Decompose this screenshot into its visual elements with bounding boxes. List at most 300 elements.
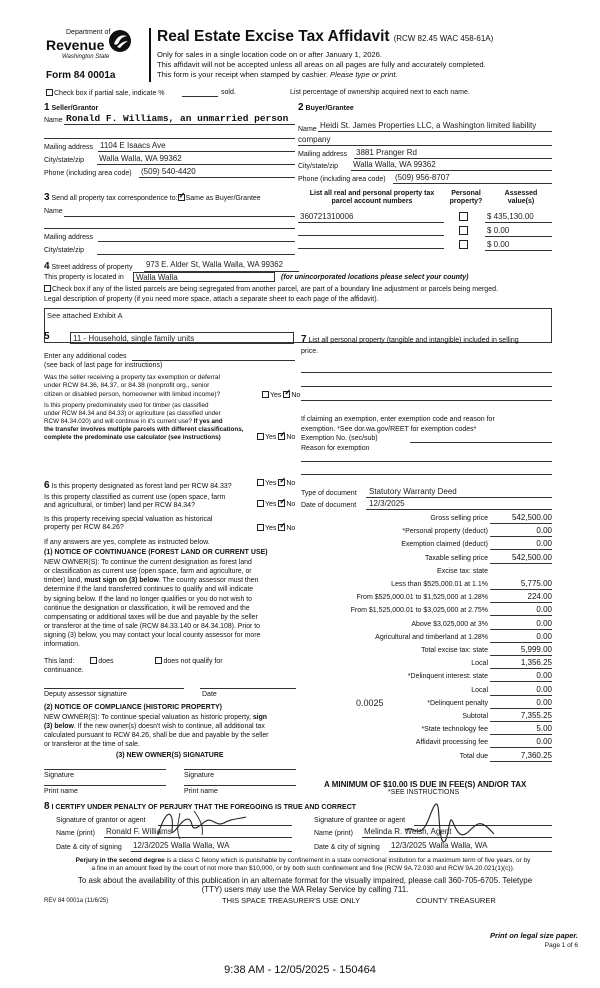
calc-value-9[interactable]: 0.00 [536, 631, 552, 641]
minimum-notice: A MINIMUM OF $10.00 IS DUE IN FEE(S) AND/OR TAX [324, 780, 527, 789]
calc-line-6 [490, 602, 552, 603]
calc-label-14: *Delinquent penalty [427, 699, 488, 707]
seller-mail-line [98, 151, 295, 152]
header-note2: This affidavit will not be accepted unless all areas on all pages are fully and accurately completed. [157, 60, 486, 69]
notice1-l5: by signing below. If the land no longer qualifies or you do not wish to [44, 595, 253, 603]
calc-value-14[interactable]: 0.00 [536, 697, 552, 707]
parcel-acct-line-1 [298, 222, 444, 223]
buyer-name2[interactable]: company [298, 135, 331, 144]
calc-line-9 [490, 642, 552, 643]
exemption-l4: Reason for exemption [301, 444, 370, 452]
partial-sale-label: Check box if partial sale, indicate % [54, 90, 165, 97]
use-code-select[interactable]: 11 - Household, single family units [70, 332, 294, 344]
doc-type[interactable]: Statutory Warranty Deed [369, 487, 457, 496]
s5-q1-answers [262, 391, 300, 400]
owner-sig-line-2[interactable] [184, 769, 296, 770]
deputy-sig-line[interactable] [44, 688, 184, 689]
calc-line-14 [490, 708, 552, 709]
grantee-name[interactable]: Melinda R. Welsh, Agent [364, 827, 452, 836]
s5-q2-bold3: complete the predominate use calculator (see instructions) [44, 434, 221, 441]
s3-row [44, 192, 261, 204]
s3-city-line[interactable] [97, 254, 295, 255]
parcel-value-line-1 [485, 222, 552, 223]
parcel-value-1[interactable]: $ 435,130.00 [487, 212, 534, 221]
partial-pct-field[interactable] [182, 96, 218, 97]
exemption-l2: exemption. *See dor.wa.gov/REET for exemption codes* [301, 425, 477, 433]
s5-q2-yes-checkbox[interactable] [257, 433, 264, 440]
calc-value-15[interactable]: 7,355.25 [520, 711, 552, 720]
calc-value-0[interactable]: 542,500.00 [511, 513, 552, 522]
segregated-row [44, 285, 498, 294]
notice1-l3b: must sign on (3) below [84, 577, 159, 585]
buyer-heading-text: Buyer/Grantee [305, 105, 354, 112]
s5-q2-yes: Yes [265, 434, 277, 441]
header-note3 [157, 71, 398, 80]
owner-print-line-2[interactable] [184, 785, 296, 786]
s6-q2-yes: Yes [265, 501, 277, 508]
calc-value-11[interactable]: 1,356.25 [520, 658, 552, 668]
s5-q2-answers [257, 433, 295, 442]
calc-line-3 [490, 563, 552, 564]
s5-q1-l1: Was the seller receiving a property tax exemption or deferral [44, 374, 221, 381]
buyer-num: 2 [298, 102, 304, 113]
see-instructions: *SEE INSTRUCTIONS [388, 789, 460, 796]
list-pct-note: List percentage of ownership acquired next to each name. [290, 89, 470, 96]
doc-date-line [366, 509, 552, 510]
s5-q1-l3: citizen or disabled person, homeowner with limited income)? [44, 390, 221, 398]
calc-value-6[interactable]: 224.00 [527, 592, 552, 602]
s6-q2-no: No [286, 501, 296, 508]
notice1-l8: or transferor at the time of sale (RCW 84.33.140 or 84.34.108). Prior to [44, 623, 261, 631]
perjury-bold: Perjury in the second degree [75, 857, 165, 864]
same-as-buyer-checkbox[interactable] [178, 194, 185, 201]
grantee-name-label: Name (print) [314, 830, 353, 837]
calc-line-1 [490, 536, 552, 537]
s7-label-text: List all personal property (tangible and intangible) included in selling [308, 337, 519, 344]
notice2-l3: calculated pursuant to RCW 84.26, shall be due and payable by the seller [44, 732, 269, 740]
notice1-l7: compensating or additional taxes will be due and payable by the seller [44, 613, 258, 621]
located-label: This property is located in [44, 274, 124, 281]
property-street[interactable]: 973 E. Alder St, Walla Walla, WA 99362 [146, 260, 283, 269]
s6-q1-yes-checkbox[interactable] [257, 479, 264, 486]
s5-q2-l1: Is this property predominately used for timber (as classified [44, 402, 209, 409]
legal-description: See attached Exhibit A [47, 311, 123, 320]
owner-print-label-1: Print name [44, 788, 78, 795]
exemption-no-line[interactable] [410, 442, 552, 443]
notice1-head: (1) NOTICE OF CONTINUANCE (FOREST LAND OR CURRENT USE) [44, 549, 268, 556]
enter-codes-label: Enter any additional codes [44, 353, 127, 360]
segregated-checkbox[interactable] [44, 285, 51, 292]
seller-mail[interactable]: 1104 E Isaacs Ave [100, 141, 166, 150]
s3-city-label: City/state/zip [44, 247, 85, 254]
calc-value-16[interactable]: 5.00 [536, 724, 552, 734]
notice1-l6: continue the designation or classification, it will be removed and the [44, 604, 250, 612]
s5-q1-yes: Yes [270, 392, 282, 399]
s5-q2-l2: under RCW 84.34 and 84.33) or agriculture (as classified under [44, 410, 221, 417]
parcel-value-line-3 [485, 250, 552, 251]
perjury-notice [26, 857, 580, 873]
doc-type-label: Type of document [301, 490, 357, 497]
buyer-phone-line [393, 183, 552, 184]
calc-label-15: Subtotal [462, 713, 488, 720]
s6-q2-no-checkbox[interactable] [278, 500, 285, 507]
s7-label [301, 334, 553, 357]
grantor-date-label: Date & city of signing [56, 844, 122, 851]
rev-number: REV 84 0001a (11/6/25) [44, 898, 109, 904]
calc-label-8: Above $3,025,000 at 3% [411, 620, 488, 628]
owner-sig-label-2: Signature [184, 772, 214, 779]
exemption-reason-line[interactable] [301, 461, 552, 462]
seller-name-line [64, 124, 295, 125]
s3-name-line[interactable] [64, 216, 295, 217]
calc-line-10 [490, 655, 552, 656]
county-treasurer: COUNTY TREASURER [416, 896, 496, 905]
s7-label2: price. [301, 348, 319, 355]
does-label: does [98, 658, 114, 665]
this-land-label: This land: [44, 658, 75, 665]
notice3-head: (3) NEW OWNER(S) SIGNATURE [116, 752, 224, 759]
s5-q2-l3-text: RCW 84.34.020) and will continue in it's current use? [44, 418, 192, 425]
deputy-date-label: Date [202, 691, 217, 698]
seller-extra-line [44, 138, 295, 139]
notice1-l3 [44, 576, 296, 585]
doc-date[interactable]: 12/3/2025 [369, 499, 405, 508]
parcel-col1-head [300, 190, 444, 206]
cert-text: I CERTIFY UNDER PENALTY OF PERJURY THAT THE FOREGOING IS TRUE AND CORRECT [51, 804, 357, 811]
page-number: Page 1 of 6 [544, 942, 578, 949]
calc-value-7[interactable]: 0.00 [536, 605, 552, 615]
s3-name-label: Name [44, 208, 63, 215]
alt-l2: (TTY) users may use the WA Relay Service by calling 711. [201, 885, 409, 894]
s5-q1-yes-checkbox[interactable] [262, 391, 269, 398]
grantor-name[interactable]: Ronald F. Williams [106, 827, 172, 836]
parcel-h2: Personal [451, 190, 481, 197]
s5-q1 [44, 374, 220, 399]
notice1-l3a: timber) land, [44, 577, 85, 585]
notice1-body [44, 558, 296, 650]
s5-q1-no: No [291, 392, 301, 399]
perjury-l1 [26, 857, 580, 865]
calc-line-8 [490, 629, 552, 630]
exemption-text [301, 415, 495, 453]
seller-phone[interactable]: (509) 540-4420 [141, 167, 196, 176]
s3-mail-line[interactable] [98, 241, 295, 242]
notice1-l4: determine if the land transferred continues to qualify and will indicate [44, 586, 254, 594]
seller-num: 1 [44, 102, 50, 113]
dept-line2: Revenue [46, 37, 105, 53]
calc-label-17: Affidavit processing fee [415, 739, 488, 747]
parcel-acct-line-3 [298, 248, 444, 249]
legal-paper-note: Print on legal size paper. [490, 931, 578, 940]
calc-value-17[interactable]: 0.00 [536, 737, 552, 747]
grantor-name-line [104, 837, 292, 838]
deputy-date-line[interactable] [200, 688, 296, 689]
s6-q1 [44, 480, 232, 492]
buyer-city-line [351, 170, 552, 171]
notice2-l2a: (3) below [44, 723, 74, 731]
notice2-l1 [44, 713, 296, 722]
s5-q2-bold2: the transfer involves multiple parcels with different classifications, [44, 426, 244, 433]
header-note3-italic: Please type or print. [330, 70, 398, 79]
s6-q1-answers [257, 479, 295, 488]
this-land-row [44, 657, 223, 666]
calc-value-18[interactable]: 7,360.25 [520, 750, 552, 760]
partial-sold: sold. [221, 89, 236, 96]
s6-if-yes: If any answers are yes, complete as instructed below. [44, 539, 210, 546]
s6-q2-l2: and agricultural, or timber) land per RCW 84.34? [44, 502, 195, 510]
s6-q3-answers [257, 524, 295, 533]
grantee-sig-label: Signature of grantee or agent [314, 817, 406, 824]
s3-extra-line [44, 228, 295, 229]
calc-label-6: From $525,000.01 to $1,525,000 at 1.28% [356, 594, 488, 602]
s6-q3-yes: Yes [265, 525, 277, 532]
located-select[interactable]: Walla Walla [133, 272, 275, 282]
deputy-sig-label: Deputy assessor signature [44, 691, 127, 698]
alt-l1: To ask about the availability of this publication in an alternate format for the visually impaired, please call 360-705-6705. Teletype [77, 876, 533, 885]
seller-city-line [97, 164, 295, 165]
see-back-note: (see back of last page for instructions) [44, 362, 163, 369]
local-rate[interactable]: 0.0025 [356, 698, 384, 708]
calc-label-5: Less than $525,000.01 at 1.1% [391, 581, 488, 588]
s6-q3-no-checkbox[interactable] [278, 524, 285, 531]
buyer-mail-label: Mailing address [298, 151, 348, 158]
calc-label-7: From $1,525,000.01 to $3,025,000 at 2.75% [350, 607, 488, 615]
s5-q2-no: No [286, 434, 296, 441]
seller-name-label: Name [44, 117, 63, 124]
calc-value-10[interactable]: 5,999.00 [520, 645, 552, 654]
legal-label: Legal description of property (if you need more space, attach a separate sheet to each page of the affidavit). [44, 296, 379, 303]
notice2-l2 [44, 722, 296, 731]
s6-q1-text: Is this property designated as forest land per RCW 84.33? [51, 483, 232, 490]
perjury-l2: a fine in an amount fixed by the court of not more than $10,000, or by both such confinement and fine (RCW 9A.72.030 and RCW 9A.20.021(1)(c)). [91, 865, 515, 872]
seller-city[interactable]: Walla Walla, WA 99362 [99, 154, 182, 163]
calc-label-10: Total excise tax: state [421, 647, 488, 654]
calc-label-0: Gross selling price [430, 515, 488, 522]
s6-q3 [44, 516, 212, 533]
parcel-acct-1[interactable]: 360721310006 [300, 212, 354, 221]
s8-num: 8 [44, 801, 50, 812]
form-title: Real Estate Excise Tax Affidavit [157, 28, 390, 45]
calc-label-4: Excise tax: state [437, 567, 488, 575]
parcel-acct-line-2 [298, 235, 444, 236]
s6-q1-no-checkbox[interactable] [278, 479, 285, 486]
calc-label-1: *Personal property (deduct) [402, 528, 488, 536]
buyer-name-line [318, 131, 552, 132]
calc-value-1[interactable]: 0.00 [536, 526, 552, 536]
parcel-value-line-2 [485, 236, 552, 237]
calc-line-18 [490, 761, 552, 762]
grantor-date[interactable]: 12/3/2025 Walla Walla, WA [133, 841, 230, 850]
calc-line-11 [490, 668, 552, 669]
notice2-body [44, 713, 296, 750]
doc-date-label: Date of document [301, 502, 357, 509]
form-number: Form 84 0001a [46, 70, 116, 81]
notice1-l10: information. [44, 641, 81, 649]
partial-sale-checkbox[interactable] [46, 89, 53, 96]
parcel-value-3[interactable]: $ 0.00 [487, 240, 510, 249]
grantee-name-line [362, 837, 552, 838]
calc-value-13[interactable]: 0.00 [536, 684, 552, 694]
calc-label-16: *State technology fee [421, 726, 488, 734]
doc-type-line [366, 497, 552, 498]
s5-q1-l2: under RCW 84.36, 84.37, or 84.38 (nonprofit org., senior [44, 382, 210, 390]
s3-num: 3 [44, 192, 50, 203]
alt-format-notice [40, 876, 570, 894]
parcel-h2b: property? [449, 198, 483, 206]
header-divider [149, 28, 151, 82]
header-note1: Only for sales in a single location code on or after January 1, 2026. [157, 50, 382, 59]
calc-label-9: Agricultural and timberland at 1.28% [375, 633, 488, 641]
s6-q3-yes-checkbox[interactable] [257, 524, 264, 531]
parcel-h3: Assessed [504, 190, 538, 197]
exemption-reason-line-2[interactable] [301, 474, 552, 475]
calc-line-5 [490, 589, 552, 590]
s6-q1-no: No [286, 480, 296, 487]
located-note: (for unincorporated locations please select your county) [281, 274, 469, 281]
segregated-label: Check box if any of the listed parcels are being segregated from another parcel, are part of a boundary line adjustment or parcels being merged. [52, 286, 498, 293]
notice2-head: (2) NOTICE OF COMPLIANCE (HISTORIC PROPERTY) [44, 704, 222, 711]
s4-street-row [44, 261, 132, 273]
perjury-l1-text: is a class C felony which is punishable by confinement in a state correctional institution for a maximum term of five years, or by [164, 857, 531, 864]
seller-phone-label: Phone (including area code) [44, 170, 132, 177]
dept-line3: Washington State [62, 54, 110, 60]
parcel-col3-head [490, 190, 552, 206]
personal-checkbox-3[interactable] [459, 240, 468, 249]
calc-line-17 [490, 747, 552, 748]
does-qualify-checkbox[interactable] [90, 657, 97, 664]
calc-value-5[interactable]: 5,775.00 [520, 579, 552, 588]
grantor-sig-label: Signature of grantor or agent [56, 817, 146, 824]
notice2-l1b: sign [252, 714, 268, 721]
s5-q1-no-checkbox[interactable] [283, 391, 290, 398]
owner-sig-line-1[interactable] [44, 769, 166, 770]
recording-stamp: 9:38 AM - 12/05/2025 - 150464 [224, 964, 376, 976]
s6-q2 [44, 494, 225, 511]
s6-q3-no: No [286, 525, 296, 532]
s5-q2-l3 [44, 418, 243, 426]
s6-q2-yes-checkbox[interactable] [257, 500, 264, 507]
notice2-l1a: NEW OWNER(S): To continue special valuation as historic property, [44, 714, 253, 721]
parcel-h1: List all real and personal property tax [309, 190, 435, 197]
calc-value-8[interactable]: 0.00 [536, 618, 552, 628]
does-not-label: does not qualify for [163, 658, 223, 665]
treasurer-space: THIS SPACE TREASURER'S USE ONLY [222, 896, 361, 905]
seller-name[interactable]: Ronald F. Williams, an unmarried person [66, 114, 289, 124]
buyer-name1[interactable]: Heidi St. James Properties LLC, a Washington limited liability [320, 121, 537, 130]
partial-sale-row [46, 89, 165, 98]
same-as-buyer-label: Same as Buyer/Grantee [185, 195, 261, 202]
calc-value-12[interactable]: 0.00 [536, 671, 552, 681]
calc-label-18: Total due [459, 752, 488, 760]
parcel-h3b: value(s) [507, 198, 535, 206]
seller-mail-label: Mailing address [44, 144, 94, 151]
owner-sig-label-1: Signature [44, 772, 74, 779]
dept-line1: Department of [66, 29, 111, 36]
notice2-l2b: . If the new owner(s) doesn't wish to continue, all additional tax [73, 723, 265, 731]
calc-line-16 [490, 734, 552, 735]
buyer-city[interactable]: Walla Walla, WA 99362 [353, 160, 436, 169]
s6-q1-yes: Yes [265, 480, 277, 487]
calc-line-12 [490, 681, 552, 682]
grantee-date[interactable]: 12/3/2025 Walla Walla, WA [391, 841, 488, 850]
revenue-logo-icon [108, 29, 132, 53]
buyer-name2-line [298, 145, 552, 146]
grantor-name-label: Name (print) [56, 830, 95, 837]
notice1-l2: or classification as current use (open space, farm and agriculture, or [44, 568, 252, 576]
grantee-date-line [389, 851, 552, 852]
s7-line-2[interactable] [301, 386, 552, 387]
s5-q2 [44, 402, 243, 442]
street-label: Street address of property [51, 264, 133, 271]
continuance-label: continuance. [44, 667, 84, 674]
calc-value-3[interactable]: 542,500.00 [511, 552, 552, 562]
personal-checkbox-1[interactable] [459, 212, 468, 221]
calc-label-12: *Delinquent interest: state [407, 673, 488, 681]
calc-label-3: Taxable selling price [424, 554, 488, 562]
buyer-heading [298, 102, 354, 114]
exemption-l3: Exemption No. (sec/sub) [301, 435, 378, 442]
parcel-col2-head [444, 190, 488, 206]
s5-q2-no-checkbox[interactable] [278, 433, 285, 440]
buyer-city-label: City/state/zip [298, 163, 339, 170]
buyer-phone[interactable]: (509) 956-8707 [395, 173, 450, 182]
exemption-l1: If claiming an exemption, enter exemption code and reason for [301, 416, 495, 423]
s3-label: Send all property tax correspondence to: [51, 195, 178, 202]
seller-phone-line [139, 177, 295, 178]
calc-label-11: Local [471, 660, 488, 668]
notice1-l1: NEW OWNER(S): To continue the current designation as forest land [44, 559, 252, 566]
s5-q2-bold1: If yes and [193, 418, 223, 425]
revenue-logo [44, 29, 144, 65]
notice1-l9: signing (3) below, you may contact your local county assessor for more [44, 632, 261, 640]
seller-heading-text: Seller/Grantor [51, 105, 99, 112]
s4-num: 4 [44, 261, 50, 272]
calc-line-13 [490, 695, 552, 696]
seller-heading [44, 102, 98, 114]
grantor-date-line [131, 851, 292, 852]
enter-codes-line[interactable] [132, 360, 295, 361]
buyer-mail[interactable]: 3881 Pranger Rd [356, 148, 417, 157]
s7-line-3[interactable] [301, 400, 552, 401]
s6-num: 6 [44, 480, 50, 491]
notice2-l4: or transferor at the time of sale. [44, 741, 140, 749]
form-title-row [157, 28, 493, 46]
owner-print-line-1[interactable] [44, 785, 166, 786]
form-rcw: (RCW 82.45 WAC 458-61A) [393, 34, 494, 43]
buyer-phone-label: Phone (including area code) [298, 176, 386, 183]
buyer-name-label: Name [298, 126, 317, 133]
s7-line-1[interactable] [301, 372, 552, 373]
owner-print-label-2: Print name [184, 788, 218, 795]
s6-q2-l1: Is this property classified as current use (open space, farm [44, 494, 226, 501]
personal-checkbox-2[interactable] [459, 226, 468, 235]
calc-label-2: Exemption claimed (deduct) [401, 541, 488, 549]
s5-num-visible: 5 [44, 331, 50, 342]
s6-q3-l2: property per RCW 84.26? [44, 524, 124, 532]
calc-line-15 [490, 721, 552, 722]
s7-num: 7 [301, 334, 307, 345]
s3-mail-label: Mailing address [44, 234, 94, 241]
buyer-mail-line [354, 158, 552, 159]
seller-city-label: City/state/zip [44, 157, 85, 164]
parcel-value-2[interactable]: $ 0.00 [487, 226, 510, 235]
parcel-h1b: parcel account numbers [331, 198, 413, 206]
calc-line-0 [490, 523, 552, 524]
calc-label-13: Local [471, 686, 488, 694]
grantee-date-label: Date & city of signing [314, 844, 380, 851]
does-not-qualify-checkbox[interactable] [155, 657, 162, 664]
calc-value-2[interactable]: 0.00 [536, 539, 552, 549]
